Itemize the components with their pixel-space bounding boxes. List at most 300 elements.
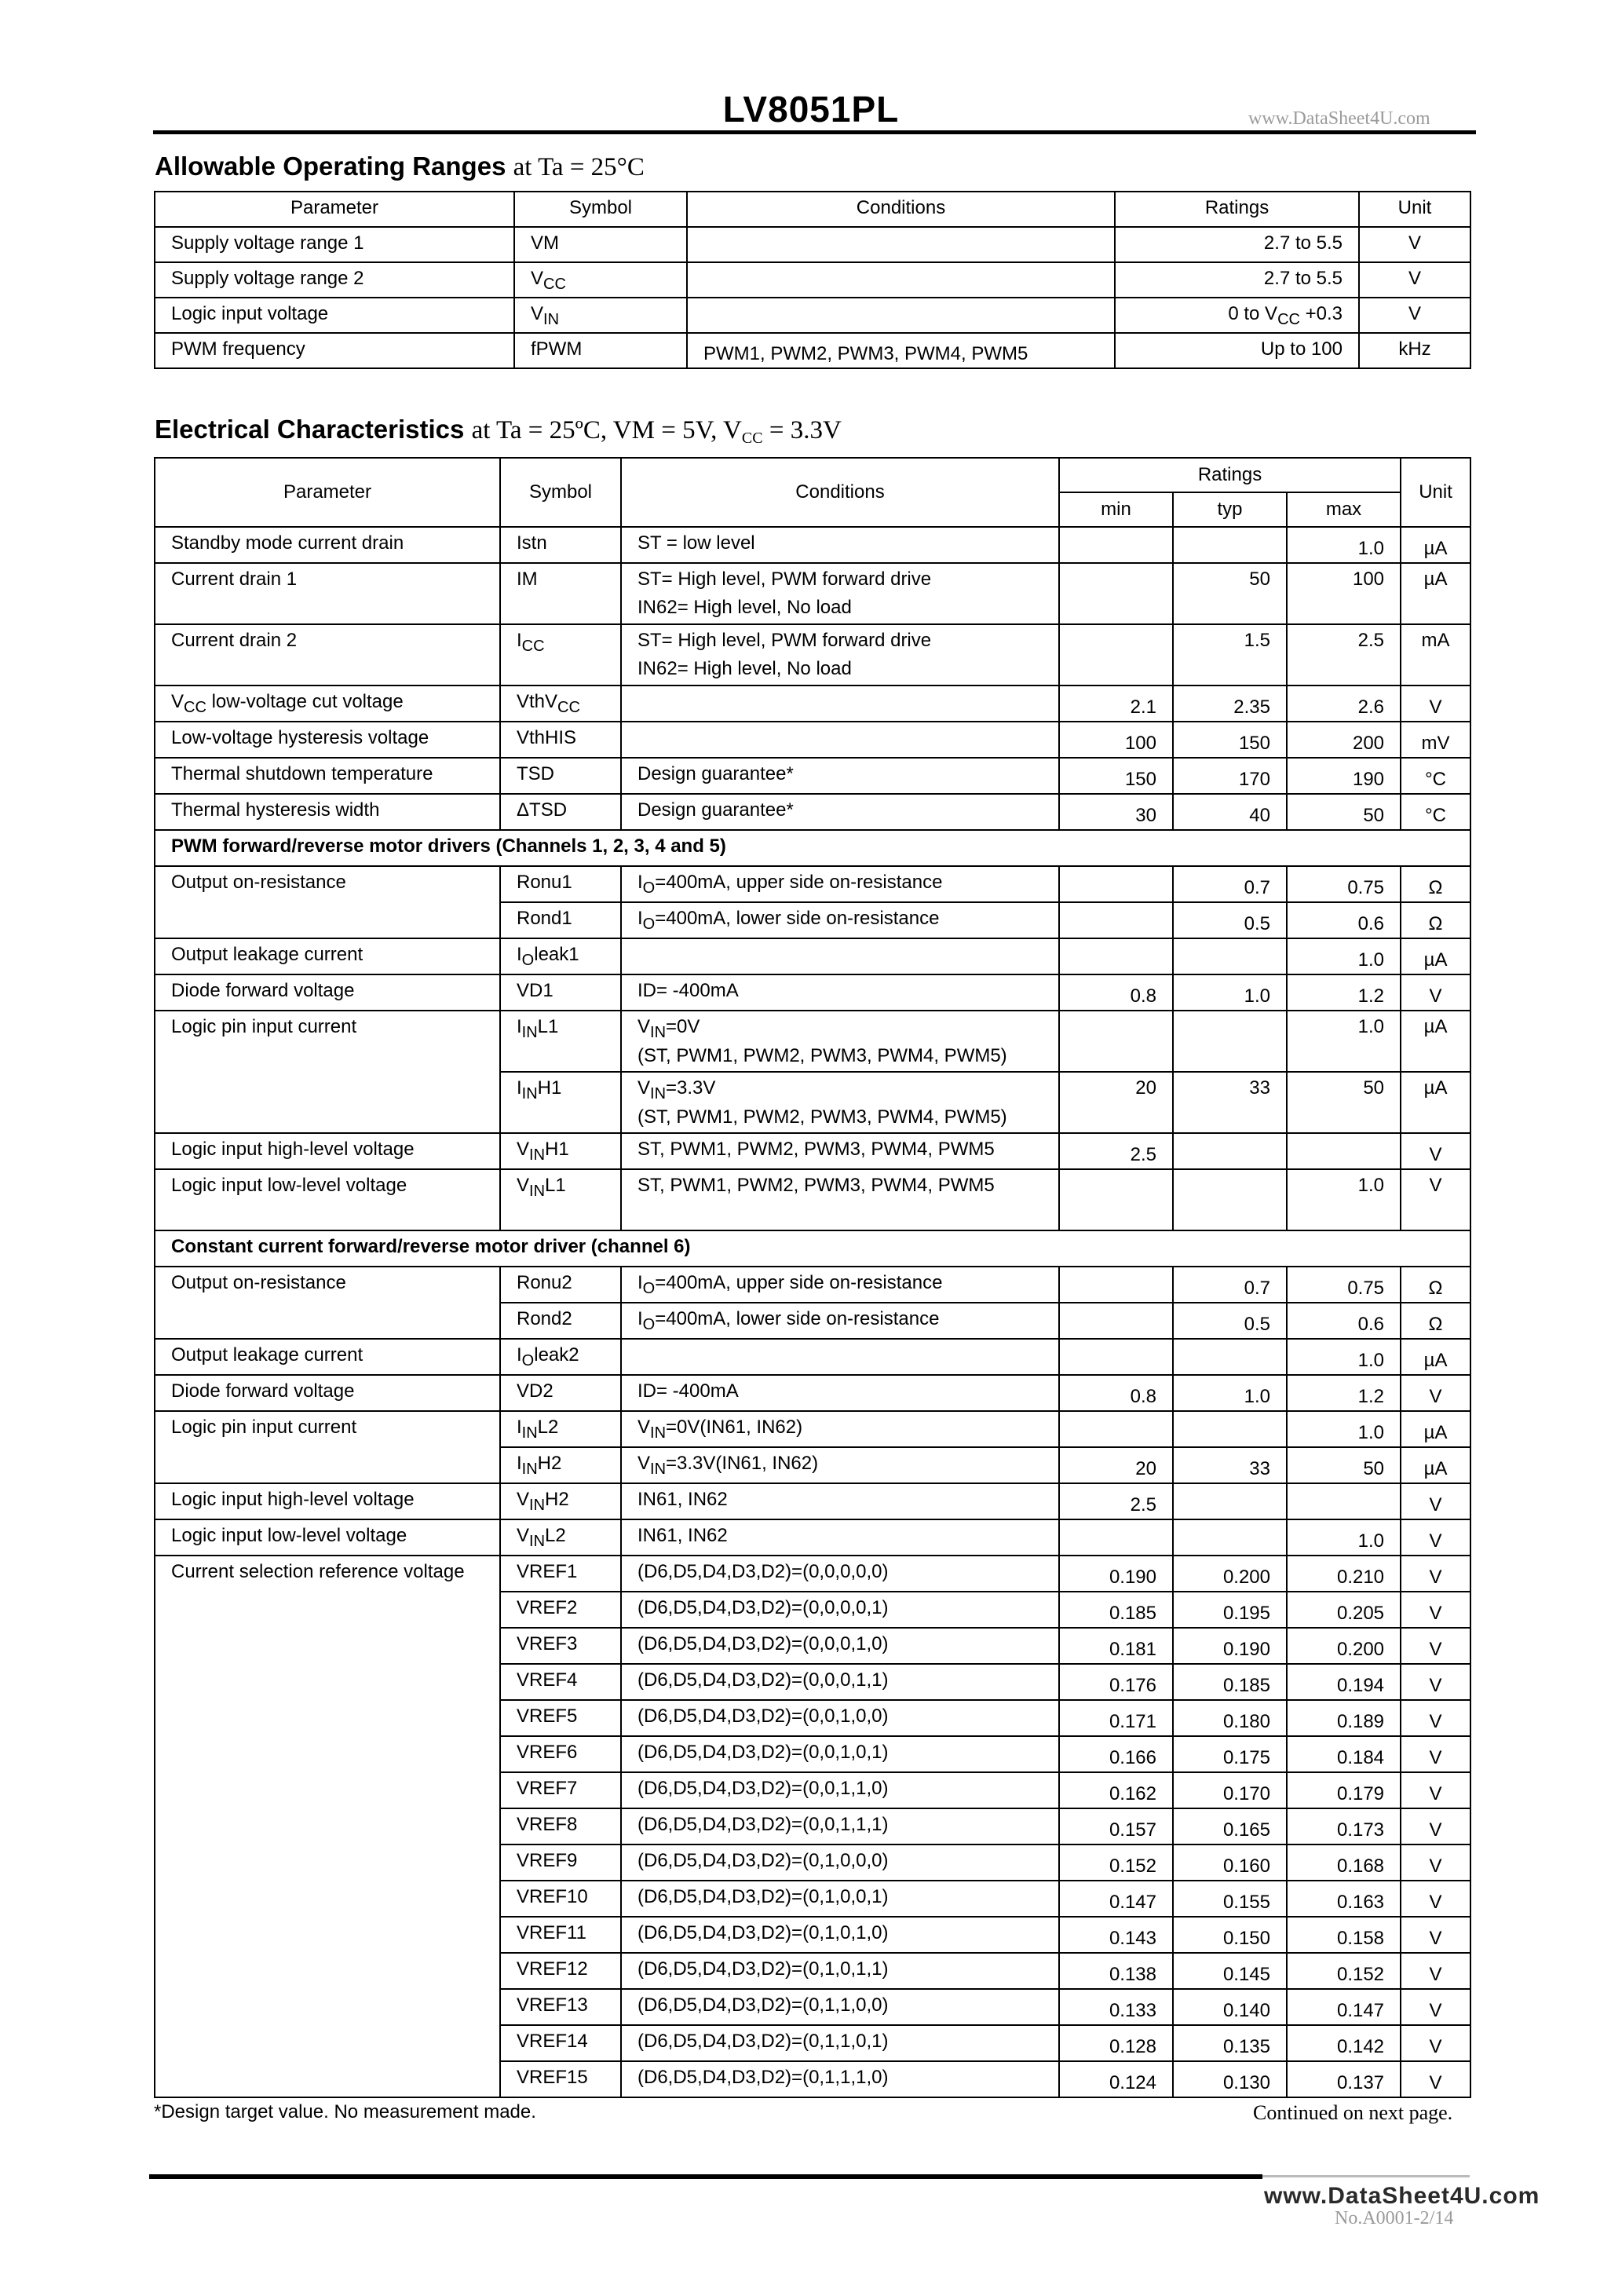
symbol-cell: Rond2 <box>517 1308 572 1329</box>
min-cell: 150 <box>1124 769 1156 790</box>
symbol-cell <box>517 1170 620 1201</box>
symbol-cell: VREF9 <box>517 1850 578 1871</box>
typ-cell: 33 <box>1249 1458 1270 1479</box>
condition-cell <box>637 625 1058 680</box>
param-cell: Output on-resistance <box>171 872 346 893</box>
cond-line <box>637 1077 1058 1103</box>
typ-cell: 0.5 <box>1244 1314 1270 1335</box>
sym-main: I <box>517 1453 522 1474</box>
max-cell: 50 <box>1363 805 1385 826</box>
ec-heading <box>155 415 842 448</box>
table-row <box>155 1519 1470 1556</box>
unit-cell: µA <box>1423 569 1448 590</box>
col-header: Parameter <box>283 481 372 503</box>
min-cell: 100 <box>1124 733 1156 754</box>
typ-cell: 0.140 <box>1222 2000 1270 2021</box>
unit-cell: V <box>1429 985 1442 1007</box>
param-cell: Output leakage current <box>171 944 363 965</box>
unit-cell: µA <box>1423 1422 1448 1443</box>
min-cell: 0.190 <box>1109 1567 1156 1588</box>
param-cell: Thermal shutdown temperature <box>171 763 433 784</box>
symbol-cell: VD1 <box>517 980 553 1001</box>
symbol-cell <box>517 1134 620 1164</box>
condition-cell: (D6,D5,D4,D3,D2)=(0,1,1,1,0) <box>637 2067 889 2088</box>
ec-table <box>154 457 1471 2098</box>
max-cell: 0.168 <box>1336 1855 1385 1877</box>
condition-cell: (D6,D5,D4,D3,D2)=(0,0,0,0,1) <box>637 1597 889 1618</box>
cond-rest: =400mA, upper side on-resistance <box>655 1272 943 1293</box>
unit-cell: V <box>1429 696 1442 718</box>
rating-cell: 2.7 to 5.5 <box>1263 232 1343 254</box>
unit-cell: µA <box>1423 1350 1448 1371</box>
cond-rest: =400mA, upper side on-resistance <box>655 872 943 893</box>
unit-cell: V <box>1429 1530 1442 1552</box>
max-cell: 1.0 <box>1357 1350 1385 1371</box>
sym-main: V <box>531 268 544 289</box>
min-cell: 0.143 <box>1109 1928 1156 1949</box>
unit-cell: V <box>1429 1892 1442 1913</box>
sym-rest: H2 <box>537 1453 562 1474</box>
symbol-cell <box>517 939 620 970</box>
unit-cell: mV <box>1421 733 1450 754</box>
condition-cell <box>703 228 1114 232</box>
sym-main: V <box>517 1139 530 1160</box>
continued-note: Continued on next page. <box>1253 2101 1453 2124</box>
table-row <box>155 686 1470 722</box>
param-rest: low-voltage cut voltage <box>206 691 404 712</box>
col-header: max <box>1325 499 1362 520</box>
max-cell: 0.163 <box>1336 1892 1385 1913</box>
condition-cell: (D6,D5,D4,D3,D2)=(0,1,1,0,1) <box>637 2031 889 2052</box>
section-row <box>155 830 1470 866</box>
condition-cell: (D6,D5,D4,D3,D2)=(0,0,0,1,0) <box>637 1633 889 1654</box>
rating-cell <box>1116 298 1343 329</box>
condition-cell: (D6,D5,D4,D3,D2)=(0,1,0,1,1) <box>637 1958 889 1980</box>
col-header: Unit <box>1419 481 1452 503</box>
min-cell: 20 <box>1135 1458 1156 1479</box>
watermark-top[interactable]: www.DataSheet4U.com <box>1248 108 1430 129</box>
symbol-cell: VREF14 <box>517 2031 588 2052</box>
symbol-cell: VREF11 <box>517 1922 586 1943</box>
param-cell: Logic input high-level voltage <box>171 1489 415 1510</box>
condition-cell: ID= -400mA <box>637 1380 739 1402</box>
symbol-cell: VREF2 <box>517 1597 578 1618</box>
aor-heading-text: Allowable Operating Ranges <box>155 152 506 181</box>
ec-heading-condition <box>471 416 842 447</box>
table-row <box>155 938 1470 974</box>
table-row <box>155 1169 1470 1230</box>
typ-cell: 0.190 <box>1222 1639 1270 1660</box>
sym-rest: leak2 <box>534 1344 579 1366</box>
rating-a: 0 to V <box>1228 303 1278 324</box>
sym-sub: IN <box>543 311 560 328</box>
typ-cell: 0.180 <box>1222 1711 1270 1732</box>
table-row <box>155 974 1470 1011</box>
typ-cell: 33 <box>1249 1077 1270 1099</box>
param-cell: Low-voltage hysteresis voltage <box>171 727 429 748</box>
max-cell: 0.75 <box>1347 877 1385 898</box>
min-cell: 0.185 <box>1109 1603 1156 1624</box>
symbol-cell: VREF1 <box>517 1561 578 1582</box>
symbol-cell: VREF4 <box>517 1669 578 1691</box>
cond-line: ST= High level, PWM forward drive <box>637 569 932 590</box>
title-rule <box>153 130 1476 134</box>
max-cell: 100 <box>1352 569 1385 590</box>
min-cell: 0.147 <box>1109 1892 1156 1913</box>
unit-cell: V <box>1429 1175 1442 1196</box>
table-row <box>155 227 1470 262</box>
aor-heading-condition: at Ta = 25°C <box>513 153 645 181</box>
unit-cell: µA <box>1423 1077 1448 1099</box>
section-title: Constant current forward/reverse motor driver (channel 6) <box>171 1236 691 1257</box>
min-cell: 0.162 <box>1109 1783 1156 1804</box>
sym-sub: CC <box>557 699 580 716</box>
table-row <box>155 333 1470 368</box>
sym-rest: L1 <box>537 1016 559 1037</box>
symbol-cell <box>517 1448 620 1479</box>
typ-cell: 0.155 <box>1222 1892 1270 1913</box>
cond-line: ST= High level, PWM forward drive <box>637 630 932 651</box>
condition-cell: (D6,D5,D4,D3,D2)=(0,1,0,1,0) <box>637 1922 889 1943</box>
table-header-row <box>155 458 1470 492</box>
cond-line: (ST, PWM1, PWM2, PWM3, PWM4, PWM5) <box>637 1106 1007 1128</box>
table-row <box>155 527 1470 563</box>
cond-rest: =3.3V(IN61, IN62) <box>666 1453 819 1474</box>
condition-cell: ST, PWM1, PWM2, PWM3, PWM4, PWM5 <box>637 1139 995 1160</box>
condition-cell: (D6,D5,D4,D3,D2)=(0,0,1,0,0) <box>637 1706 889 1727</box>
cond-sub: IN <box>650 1024 667 1041</box>
param-cell <box>171 686 499 717</box>
max-cell: 1.2 <box>1357 1386 1385 1407</box>
unit-cell: V <box>1429 1819 1442 1841</box>
max-cell: 1.2 <box>1357 985 1385 1007</box>
rating-b: +0.3 <box>1299 303 1343 324</box>
max-cell: 0.179 <box>1336 1783 1385 1804</box>
cond-sub: O <box>642 1316 656 1333</box>
unit-cell: V <box>1429 1783 1442 1804</box>
unit-cell: V <box>1408 303 1421 324</box>
typ-cell: 170 <box>1238 769 1270 790</box>
col-header: Ratings <box>1197 464 1262 485</box>
param-cell: Diode forward voltage <box>171 980 355 1001</box>
condition-cell: PWM1, PWM2, PWM3, PWM4, PWM5 <box>703 343 1028 364</box>
cond-main: V <box>637 1016 651 1037</box>
unit-cell: V <box>1429 1711 1442 1732</box>
typ-cell: 1.5 <box>1244 630 1270 651</box>
min-cell: 0.166 <box>1109 1747 1156 1768</box>
table-header-row <box>155 192 1470 227</box>
typ-cell: 0.160 <box>1222 1855 1270 1877</box>
unit-cell: kHz <box>1398 338 1431 360</box>
param-cell: Output leakage current <box>171 1344 363 1366</box>
sym-main: V <box>531 303 544 324</box>
param-cell: Current drain 2 <box>171 630 298 651</box>
ec-heading-text: Electrical Characteristics <box>155 415 465 444</box>
table-row <box>155 1375 1470 1411</box>
cond-main: I <box>637 1272 643 1293</box>
condition-cell <box>637 564 1058 619</box>
sym-sub: IN <box>521 1461 538 1478</box>
max-cell: 0.189 <box>1336 1711 1385 1732</box>
unit-cell: Ω <box>1428 1314 1443 1335</box>
aor-table <box>154 191 1471 369</box>
section-title: PWM forward/reverse motor drivers (Channels 1, 2, 3, 4 and 5) <box>171 835 726 857</box>
col-header: Symbol <box>528 481 593 503</box>
symbol-cell: VREF6 <box>517 1742 578 1763</box>
max-cell: 0.137 <box>1336 2072 1385 2093</box>
sym-main: I <box>517 1077 522 1099</box>
cond-line: (ST, PWM1, PWM2, PWM3, PWM4, PWM5) <box>637 1045 1007 1066</box>
symbol-cell <box>517 1520 620 1551</box>
max-cell: 50 <box>1363 1077 1385 1099</box>
sym-sub: CC <box>521 638 545 655</box>
footnote: *Design target value. No measurement made. <box>154 2101 536 2122</box>
sym-sub: IN <box>521 1024 538 1041</box>
condition-cell <box>637 867 1058 898</box>
symbol-cell: VM <box>531 232 559 254</box>
min-cell: 2.1 <box>1130 696 1156 718</box>
col-header: Symbol <box>568 197 633 218</box>
sym-sub: O <box>521 1352 535 1369</box>
min-cell: 0.8 <box>1130 985 1156 1007</box>
unit-cell: V <box>1429 2000 1442 2021</box>
sym-rest: H2 <box>545 1489 569 1510</box>
symbol-cell: VREF10 <box>517 1886 588 1907</box>
max-cell: 2.6 <box>1357 696 1385 718</box>
cond-sub: IN <box>650 1085 667 1102</box>
symbol-cell: VREF13 <box>517 1994 588 2016</box>
unit-cell: Ω <box>1428 1278 1443 1299</box>
typ-cell: 40 <box>1249 805 1270 826</box>
min-cell: 0.138 <box>1109 1964 1156 1985</box>
unit-cell: µA <box>1423 1016 1448 1037</box>
table-row <box>155 1267 1470 1303</box>
unit-cell: V <box>1429 1567 1442 1588</box>
symbol-cell: VREF8 <box>517 1814 578 1835</box>
typ-cell: 0.145 <box>1222 1964 1270 1985</box>
max-cell: 1.0 <box>1357 538 1385 559</box>
cond-main: I <box>637 1308 643 1329</box>
symbol-cell: VREF5 <box>517 1706 578 1727</box>
table-row <box>155 902 1470 938</box>
param-main: V <box>171 691 184 712</box>
param-cell: Current selection reference voltage <box>171 1561 465 1582</box>
min-cell: 2.5 <box>1130 1144 1156 1165</box>
sym-sub: O <box>521 952 535 969</box>
condition-cell: IN61, IN62 <box>637 1489 728 1510</box>
table-row <box>155 262 1470 298</box>
symbol-cell: VREF7 <box>517 1778 578 1799</box>
symbol-cell <box>531 298 686 329</box>
symbol-cell: ΔTSD <box>517 799 568 821</box>
condition-cell <box>637 903 1058 934</box>
typ-cell: 0.135 <box>1222 2036 1270 2057</box>
param-cell: Logic input low-level voltage <box>171 1525 407 1546</box>
unit-cell: V <box>1429 2072 1442 2093</box>
typ-cell: 0.5 <box>1244 913 1270 934</box>
cond-sub: O <box>642 1280 656 1297</box>
max-cell: 0.142 <box>1336 2036 1385 2057</box>
condition-cell <box>637 1448 1058 1479</box>
col-header: typ <box>1217 499 1243 520</box>
symbol-cell: VD2 <box>517 1380 553 1402</box>
param-cell: Supply voltage range 1 <box>171 232 364 254</box>
min-cell: 30 <box>1135 805 1156 826</box>
max-cell: 1.0 <box>1357 1422 1385 1443</box>
max-cell: 0.75 <box>1347 1278 1385 1299</box>
condition-cell: (D6,D5,D4,D3,D2)=(0,0,0,1,1) <box>637 1669 889 1691</box>
max-cell: 50 <box>1363 1458 1385 1479</box>
symbol-cell: Rond1 <box>517 908 572 929</box>
unit-cell: V <box>1429 1675 1442 1696</box>
cond-main: V <box>637 1077 651 1099</box>
param-sub: CC <box>184 699 206 716</box>
typ-cell: 2.35 <box>1233 696 1270 718</box>
condition-cell: (D6,D5,D4,D3,D2)=(0,1,1,0,0) <box>637 1994 889 2016</box>
unit-cell: Ω <box>1428 913 1443 934</box>
sym-main: V <box>517 1489 530 1510</box>
sym-main: V <box>517 1525 530 1546</box>
symbol-cell: VREF3 <box>517 1633 578 1654</box>
cond-rest: =400mA, lower side on-resistance <box>655 908 940 929</box>
condition-cell <box>637 1011 1058 1067</box>
min-cell: 0.128 <box>1109 2036 1156 2057</box>
symbol-cell: fPWM <box>531 338 583 360</box>
param-cell: Output on-resistance <box>171 1272 346 1293</box>
min-cell: 0.152 <box>1109 1855 1156 1877</box>
max-cell: 0.152 <box>1336 1964 1385 1985</box>
condition-cell: IN61, IN62 <box>637 1525 728 1546</box>
typ-cell: 50 <box>1249 569 1270 590</box>
cond-b: = 3.3V <box>762 416 842 444</box>
max-cell: 0.205 <box>1336 1603 1385 1624</box>
section-row <box>155 1230 1470 1267</box>
table-row <box>155 563 1470 624</box>
sym-sub: IN <box>521 1424 538 1442</box>
param-cell: Logic input voltage <box>171 303 329 324</box>
max-cell: 1.0 <box>1357 1016 1385 1037</box>
sym-main: I <box>517 1016 522 1037</box>
cond-sub: O <box>642 879 656 897</box>
max-cell: 0.200 <box>1336 1639 1385 1660</box>
typ-cell: 0.7 <box>1244 877 1270 898</box>
param-cell: Diode forward voltage <box>171 1380 355 1402</box>
sym-rest: L1 <box>545 1175 566 1196</box>
condition-cell: (D6,D5,D4,D3,D2)=(0,1,0,0,0) <box>637 1850 889 1871</box>
sym-sub: IN <box>529 1146 546 1164</box>
watermark-bottom[interactable]: www.DataSheet4U.com <box>1264 2183 1540 2209</box>
unit-cell: V <box>1429 1144 1442 1165</box>
sym-main: V <box>517 1175 530 1196</box>
rating-cell: 2.7 to 5.5 <box>1263 268 1343 289</box>
sym-sub: CC <box>543 276 566 293</box>
sym-rest: L2 <box>537 1417 559 1438</box>
unit-cell: V <box>1429 1494 1442 1515</box>
max-cell: 1.0 <box>1357 1175 1385 1196</box>
typ-cell: 0.165 <box>1222 1819 1270 1841</box>
symbol-cell: VREF15 <box>517 2067 588 2088</box>
table-row <box>155 1483 1470 1519</box>
condition-cell: Design guarantee* <box>637 799 794 821</box>
condition-cell <box>637 1073 1058 1128</box>
max-cell: 0.194 <box>1336 1675 1385 1696</box>
param-cell: Standby mode current drain <box>171 532 404 554</box>
col-header: Conditions <box>795 481 885 503</box>
min-cell: 0.176 <box>1109 1675 1156 1696</box>
typ-cell: 0.200 <box>1222 1567 1270 1588</box>
col-header: min <box>1101 499 1131 520</box>
unit-cell: V <box>1429 2036 1442 2057</box>
unit-cell: V <box>1429 1747 1442 1768</box>
sym-rest: L2 <box>545 1525 566 1546</box>
table-row <box>155 1133 1470 1169</box>
symbol-cell: Ronu1 <box>517 872 572 893</box>
table-row <box>155 1011 1470 1072</box>
condition-cell: ID= -400mA <box>637 980 739 1001</box>
cond-line <box>637 1016 1058 1042</box>
min-cell: 0.157 <box>1109 1819 1156 1841</box>
typ-cell: 0.195 <box>1222 1603 1270 1624</box>
sym-sub: IN <box>529 1533 546 1550</box>
typ-cell: 0.7 <box>1244 1278 1270 1299</box>
unit-cell: µA <box>1423 538 1448 559</box>
table-row <box>155 1303 1470 1339</box>
typ-cell: 0.150 <box>1222 1928 1270 1949</box>
col-header: Parameter <box>290 197 379 218</box>
symbol-cell <box>517 1011 620 1042</box>
cond-sub: O <box>642 916 656 933</box>
condition-cell: Design guarantee* <box>637 763 794 784</box>
min-cell: 0.133 <box>1109 2000 1156 2021</box>
param-cell: Thermal hysteresis width <box>171 799 380 821</box>
sym-sub: IN <box>521 1085 538 1102</box>
symbol-cell: Istn <box>517 532 547 554</box>
sym-main: VthV <box>517 691 558 712</box>
table-row <box>155 866 1470 902</box>
condition-cell: ST, PWM1, PWM2, PWM3, PWM4, PWM5 <box>637 1175 995 1196</box>
sym-main: I <box>517 1417 522 1438</box>
cond-rest: =400mA, lower side on-resistance <box>655 1308 940 1329</box>
unit-cell: V <box>1429 1928 1442 1949</box>
symbol-cell: VthHIS <box>517 727 577 748</box>
cond-rest: =3.3V <box>666 1077 716 1099</box>
table-row <box>155 298 1470 333</box>
sym-rest: H1 <box>537 1077 562 1099</box>
cond-line: IN62= High level, No load <box>637 658 852 679</box>
unit-cell: V <box>1429 1639 1442 1660</box>
max-cell: 0.184 <box>1336 1747 1385 1768</box>
condition-cell <box>703 298 1114 303</box>
unit-cell: V <box>1408 232 1421 254</box>
param-cell: Logic input high-level voltage <box>171 1139 415 1160</box>
max-cell: 1.0 <box>1357 1530 1385 1552</box>
max-cell: 2.5 <box>1357 630 1385 651</box>
sym-sub: IN <box>529 1497 546 1514</box>
aor-heading <box>155 152 645 182</box>
typ-cell: 1.0 <box>1244 985 1270 1007</box>
param-cell: Logic input low-level voltage <box>171 1175 407 1196</box>
max-cell: 190 <box>1352 769 1385 790</box>
param-cell: Supply voltage range 2 <box>171 268 364 289</box>
cond-rest: =0V <box>666 1016 700 1037</box>
footer-rule <box>149 2174 1262 2179</box>
symbol-cell <box>517 1412 620 1442</box>
cond-main: V <box>637 1417 651 1438</box>
condition-cell: (D6,D5,D4,D3,D2)=(0,0,1,1,1) <box>637 1814 889 1835</box>
param-cell: Logic pin input current <box>171 1016 357 1037</box>
min-cell: 0.171 <box>1109 1711 1156 1732</box>
table-row <box>155 624 1470 686</box>
